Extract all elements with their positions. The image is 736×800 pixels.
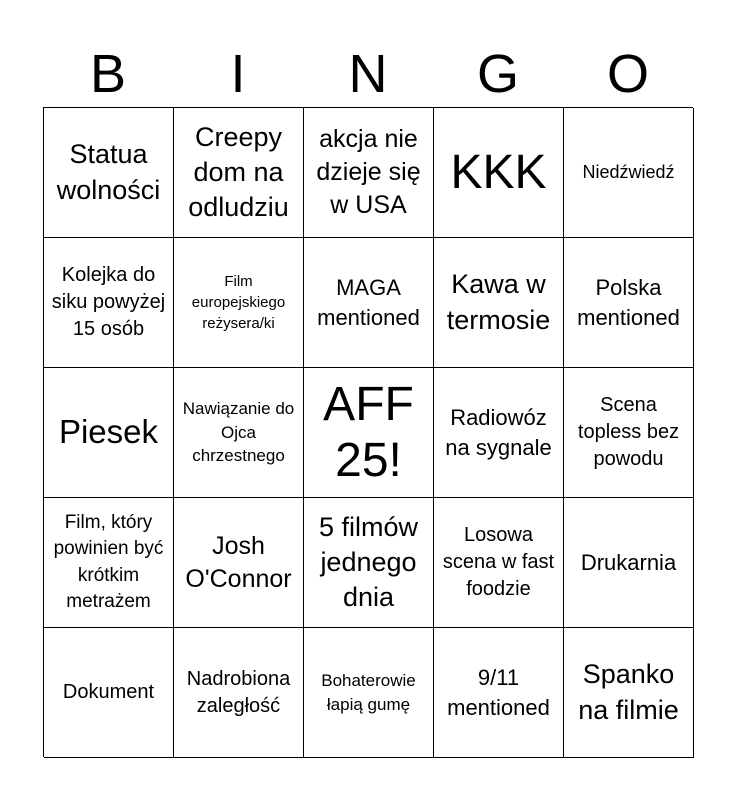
bingo-cell[interactable] xyxy=(304,628,434,758)
bingo-cell[interactable] xyxy=(304,368,434,498)
bingo-cell[interactable] xyxy=(44,498,174,628)
cell-text: Nadrobiona zaległość xyxy=(186,667,291,717)
bingo-cell[interactable] xyxy=(564,628,694,758)
bingo-cell[interactable] xyxy=(434,108,564,238)
cell-text: Radiowóz na sygnale xyxy=(445,405,552,460)
bingo-cell[interactable] xyxy=(564,368,694,498)
bingo-cell[interactable] xyxy=(304,238,434,368)
cell-text: Josh O'Connor xyxy=(185,531,292,593)
bingo-cell[interactable] xyxy=(174,498,304,628)
cell-text: Film europejskiego reżysera/ki xyxy=(191,272,286,333)
bingo-cell[interactable] xyxy=(564,238,694,368)
bingo-cell[interactable] xyxy=(174,238,304,368)
cell-text: Losowa scena w fast foodzie xyxy=(442,524,555,600)
bingo-cell[interactable] xyxy=(434,368,564,498)
bingo-cell[interactable] xyxy=(564,108,694,238)
cell-text: akcja nie dzieje się w USA xyxy=(316,125,421,219)
bingo-cell[interactable] xyxy=(174,628,304,758)
cell-text: Scena topless bez powodu xyxy=(577,394,680,470)
cell-text: Kawa w termosie xyxy=(446,269,551,335)
cell-text: Spanko na filmie xyxy=(578,659,679,725)
bingo-cell[interactable] xyxy=(434,628,564,758)
bingo-cell[interactable] xyxy=(564,498,694,628)
cell-text: Film, który powinien być krótkim metrażem xyxy=(53,512,164,612)
header-letter-b: B xyxy=(89,44,127,104)
header-letter-g: G xyxy=(476,44,519,104)
cell-text: 5 filmów jednego dnia xyxy=(318,511,419,613)
cell-text: Creepy dom na odludziu xyxy=(188,121,289,223)
header-letter-n: N xyxy=(348,44,388,104)
bingo-cell[interactable] xyxy=(174,368,304,498)
bingo-cell[interactable] xyxy=(44,238,174,368)
cell-text: Dokument xyxy=(62,681,155,703)
bingo-cell[interactable] xyxy=(304,108,434,238)
cell-text: Piesek xyxy=(58,413,159,451)
cell-text: MAGA mentioned xyxy=(317,275,420,330)
header-letter-o: O xyxy=(606,44,649,104)
bingo-cell[interactable] xyxy=(434,238,564,368)
cell-text: Drukarnia xyxy=(580,549,677,575)
header-letter-i: I xyxy=(230,44,246,104)
bingo-cell[interactable] xyxy=(304,498,434,628)
bingo-cell[interactable] xyxy=(174,108,304,238)
bingo-cell[interactable] xyxy=(44,628,174,758)
bingo-cell[interactable] xyxy=(44,108,174,238)
cell-text: KKK xyxy=(450,145,547,199)
cell-text: Polska mentioned xyxy=(577,275,680,330)
cell-text: Bohaterowie łapią gumę xyxy=(321,670,416,714)
cell-text: Nawiązanie do Ojca chrzestnego xyxy=(182,398,295,466)
cell-text: Niedźwiedź xyxy=(582,162,675,183)
cell-text: Statua wolności xyxy=(56,139,161,205)
cell-text: 9/11 mentioned xyxy=(447,665,550,720)
bingo-cell[interactable] xyxy=(44,368,174,498)
bingo-cell[interactable] xyxy=(434,498,564,628)
cell-text: Kolejka do siku powyżej 15 osób xyxy=(51,264,166,340)
bingo-header xyxy=(43,40,693,108)
cell-text: AFF 25! xyxy=(323,377,414,487)
bingo-grid xyxy=(43,107,693,757)
